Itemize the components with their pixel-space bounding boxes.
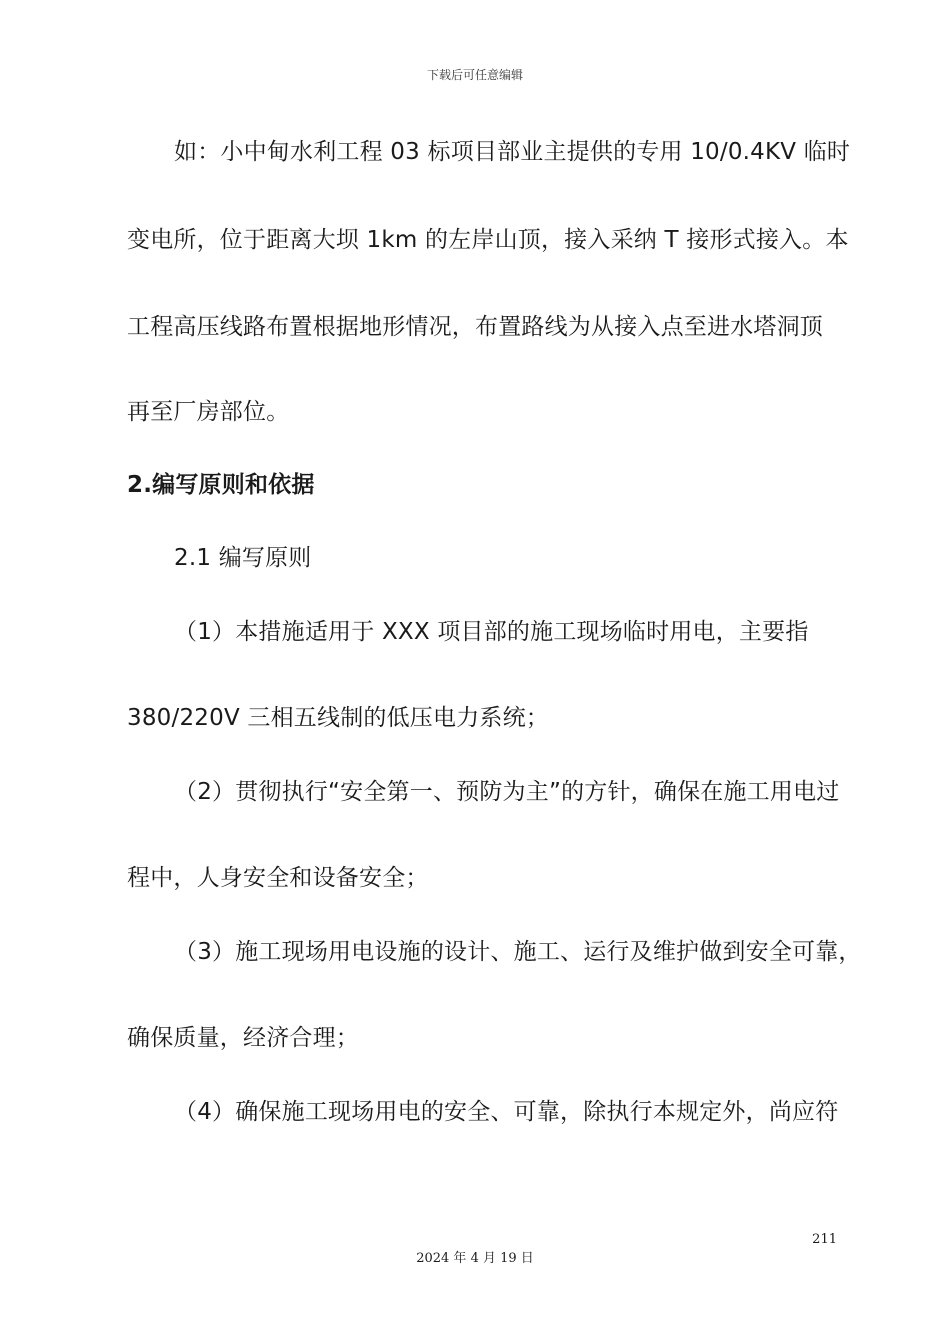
list-item-line: 确保质量，经济合理； <box>127 1025 359 1051</box>
paragraph-line: 再至厂房部位。 <box>127 399 290 425</box>
list-item-line: （3）施工现场用电设施的设计、施工、运行及维护做到安全可靠， <box>174 939 862 965</box>
section-heading: 2.编写原则和依据 <box>127 472 315 498</box>
page-header: 下载后可任意编辑 <box>426 68 523 82</box>
paragraph-line: 工程高压线路布置根据地形情况，布置路线为从接入点至进水塔洞顶 <box>127 314 823 340</box>
list-item-line: 程中，人身安全和设备安全； <box>127 865 429 891</box>
paragraph-line: 如：小中甸水利工程 03 标项目部业主提供的专用 10/0.4KV 临时 <box>174 139 851 165</box>
list-item-line: （1）本措施适用于 XXX 项目部的施工现场临时用电，主要指 <box>174 619 809 645</box>
list-item-line: （4）确保施工现场用电的安全、可靠，除执行本规定外，尚应符 <box>174 1099 839 1125</box>
paragraph-line: 变电所，位于距离大坝 1km 的左岸山顶，接入采纳 T 接形式接入。本 <box>127 227 849 253</box>
page-number: 211 <box>812 1232 837 1247</box>
footer-date: 2024 年 4 月 19 日 <box>416 1251 534 1266</box>
list-item-line: 380/220V 三相五线制的低压电力系统； <box>127 705 549 731</box>
list-item-line: （2）贯彻执行“安全第一、预防为主”的方针，确保在施工用电过 <box>174 779 840 805</box>
subsection-heading: 2.1 编写原则 <box>174 545 312 571</box>
